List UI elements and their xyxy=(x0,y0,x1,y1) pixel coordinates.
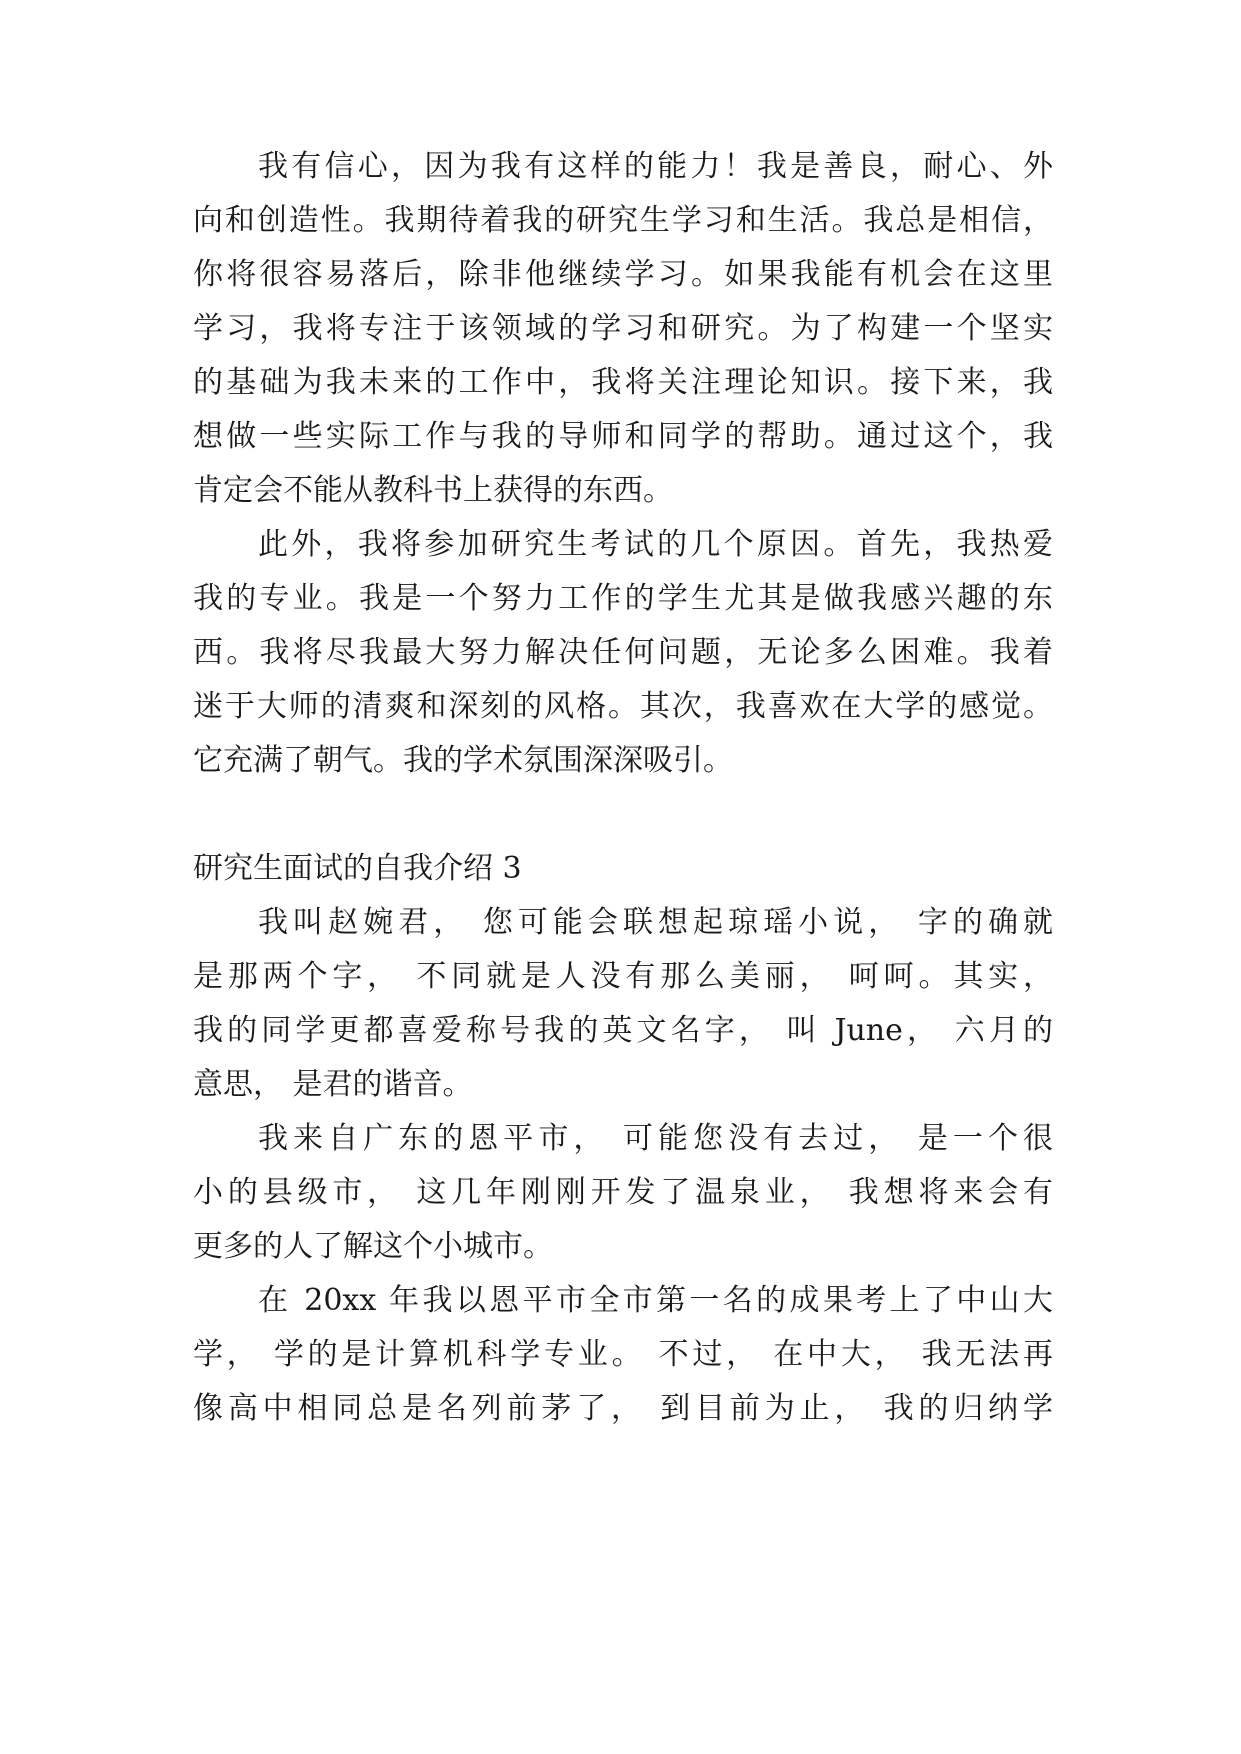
paragraph-2-line-1: 此外，我将参加研究生考试的几个原因。首先，我热爱 xyxy=(258,527,1053,562)
section-paragraph-2-line-1: 我来自广东的恩平市， 可能您没有去过， 是一个很 xyxy=(258,1121,1053,1156)
paragraph-2-line-4: 迷于大师的清爽和深刻的风格。其次，我喜欢在大学的感觉。 xyxy=(193,689,1053,724)
section-paragraph-2-line-3: 更多的人了解这个小城市。 xyxy=(193,1229,553,1264)
paragraph-2-line-2: 我的专业。我是一个努力工作的学生尤其是做我感兴趣的东 xyxy=(193,581,1053,616)
paragraph-1-line-5: 的基础为我未来的工作中，我将关注理论知识。接下来，我 xyxy=(193,365,1053,400)
paragraph-1-line-1: 我有信心，因为我有这样的能力！我是善良，耐心、外 xyxy=(258,149,1053,184)
section-paragraph-3-line-1: 在 20xx 年我以恩平市全市第一名的成果考上了中山大 xyxy=(258,1283,1053,1318)
paragraph-1-line-3: 你将很容易落后，除非他继续学习。如果我能有机会在这里 xyxy=(193,257,1053,292)
section-paragraph-1-line-2: 是那两个字， 不同就是人没有那么美丽， 呵呵。其实， xyxy=(193,959,1053,994)
paragraph-1-line-2: 向和创造性。我期待着我的研究生学习和生活。我总是相信， xyxy=(193,203,1053,238)
section-paragraph-3-line-3: 像高中相同总是名列前茅了， 到目前为止， 我的归纳学 xyxy=(193,1391,1053,1426)
section-paragraph-3-line-2: 学， 学的是计算机科学专业。 不过， 在中大， 我无法再 xyxy=(193,1337,1053,1372)
section-paragraph-1-line-3: 我的同学更都喜爱称号我的英文名字， 叫 June， 六月的 xyxy=(193,1013,1053,1048)
paragraph-1-line-6: 想做一些实际工作与我的导师和同学的帮助。通过这个，我 xyxy=(193,419,1053,454)
section-paragraph-1-line-1: 我叫赵婉君， 您可能会联想起琼瑶小说， 字的确就 xyxy=(258,905,1053,940)
section-heading: 研究生面试的自我介绍 3 xyxy=(193,851,522,886)
section-paragraph-1-line-4: 意思， 是君的谐音。 xyxy=(193,1067,473,1102)
paragraph-1-line-7: 肯定会不能从教科书上获得的东西。 xyxy=(193,473,673,508)
paragraph-2-line-3: 西。我将尽我最大努力解决任何问题，无论多么困难。我着 xyxy=(193,635,1053,670)
paragraph-2-line-5: 它充满了朝气。我的学术氛围深深吸引。 xyxy=(193,743,733,778)
section-paragraph-2-line-2: 小的县级市， 这几年刚刚开发了温泉业， 我想将来会有 xyxy=(193,1175,1053,1210)
paragraph-1-line-4: 学习，我将专注于该领域的学习和研究。为了构建一个坚实 xyxy=(193,311,1053,346)
